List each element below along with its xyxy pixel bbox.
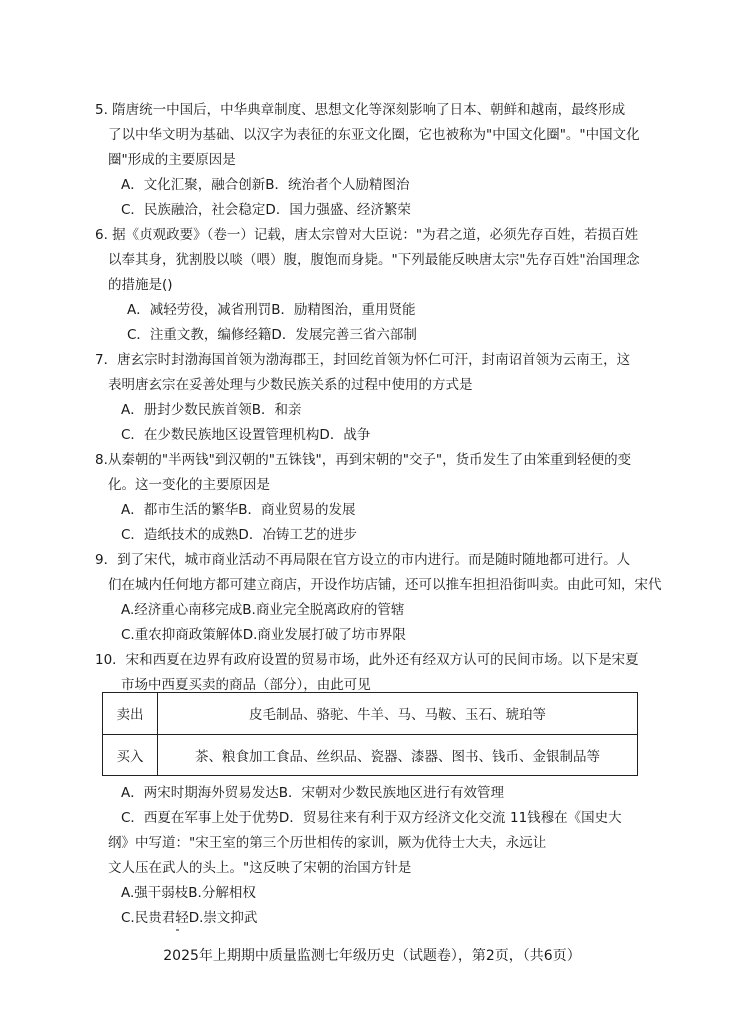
table-row <box>103 693 638 735</box>
question-10-line-1: 10．宋和西夏在边界有政府设置的贸易市场，此外还有经双方认可的民间市场。以下是宋夏 <box>95 652 639 668</box>
question-5-line-2: 了以中华文明为基础、以汉字为表征的东亚文化圈，它也被称为"中国文化圈"。"中国文化 <box>108 127 640 143</box>
question-10-line-2: 市场中西夏买卖的商品（部分），由此可见 <box>121 677 371 693</box>
question-7-options-cd: C．在少数民族地区设置管理机构D．战争 <box>121 427 371 443</box>
question-7-line-1: 7．唐玄宗时封渤海国首领为渤海郡王，封回纥首领为怀仁可汗，封南诏首领为云南王，这 <box>95 352 631 368</box>
question-8-line-1: 8.从秦朝的"半两钱"到汉朝的"五铢钱"，再到宋朝的"交子"，货币发生了由笨重到轻便的变 <box>95 452 632 468</box>
page-footer: 2025年上期期中质量监测七年级历史（试题卷），第2页，（共6页） <box>163 948 581 964</box>
question-9-options-cd: C.重农抑商政策解体D.商业发展打破了坊市界限 <box>121 627 406 643</box>
question-9-options-ab: A.经济重心南移完成B.商业完全脱离政府的管辖 <box>121 602 405 618</box>
question-8-options-cd: C．造纸技术的成熟D．冶铸工艺的进步 <box>121 527 357 543</box>
question-6-options-cd: C．注重文教，编修经籍D．发展完善三省六部制 <box>127 327 417 343</box>
question-10-options-ab: A．两宋时期海外贸易发达B．宋朝对少数民族地区进行有效管理 <box>121 785 504 801</box>
question-11-options-ab: A.强干弱枝B.分解相权 <box>121 885 256 901</box>
table-cell: 茶、粮食加工食品、丝织品、瓷器、漆器、图书、钱币、金银制品等 <box>158 734 638 776</box>
question-11-options-cd: C.民贵君轻D.崇文抑武 <box>121 910 258 926</box>
question-9-line-2: 们在城内任何地方都可建立商店，开设作坊店铺，还可以推车担担沿街叫卖。由此可知，宋代 <box>108 577 662 593</box>
question-11-line-1: 11钱穆在《国史大 <box>510 810 622 826</box>
question-8-line-2: 化。这一变化的主要原因是 <box>108 477 270 493</box>
question-10-options-cd: C．西夏在军事上处于优势D．贸易往来有利于双方经济文化交流 <box>121 810 506 826</box>
question-11-line-2: 纲》中写道："宋王室的第三个历世相传的家训，厥为优待士大夫，永远让 <box>108 835 547 851</box>
scan-dot <box>176 929 179 931</box>
table-row-header: 卖出 <box>103 693 158 735</box>
question-6-line-2: 以奉其身，犹割股以啖（喂）腹，腹饱而身毙。"下列最能反映唐太宗"先存百姓"治国理念 <box>108 252 640 268</box>
question-11-line-3: 文人压在武人的头上。"这反映了宋朝的治国方针是 <box>108 860 412 876</box>
question-5-line-1: 5. 隋唐统一中国后，中华典章制度、思想文化等深刻影响了日本、朝鲜和越南，最终形成 <box>95 102 626 118</box>
question-7-line-2: 表明唐玄宗在妥善处理与少数民族关系的过程中使用的方式是 <box>108 377 473 393</box>
table-cell: 皮毛制品、骆驼、牛羊、马、马鞍、玉石、琥珀等 <box>158 693 638 735</box>
question-6-line-1: 6. 据《贞观政要》（卷一）记载，唐太宗曾对大臣说："为君之道，必须先存百姓，若损百姓 <box>95 227 639 243</box>
table-row-header: 买入 <box>103 734 158 776</box>
question-5-options-ab: A．文化汇聚，融合创新B．统治者个人励精图治 <box>121 177 410 193</box>
question-9-line-1: 9．到了宋代，城市商业活动不再局限在官方设立的市内进行。而是随时随地都可进行。人 <box>95 552 631 568</box>
question-5-options-cd: C．民族融洽，社会稳定D．国力强盛、经济繁荣 <box>121 202 411 218</box>
table-row <box>103 734 638 776</box>
question-6-line-3: 的措施是() <box>108 277 173 293</box>
question-5-line-3: 圈"形成的主要原因是 <box>108 152 236 168</box>
question-8-options-ab: A．都市生活的繁华B．商业贸易的发展 <box>121 502 356 518</box>
question-7-options-ab: A．册封少数民族首领B．和亲 <box>121 402 302 418</box>
question-6-options-ab: A．减轻劳役，减省刑罚B．励精图治，重用贤能 <box>127 302 416 318</box>
trade-goods-table <box>102 692 638 776</box>
